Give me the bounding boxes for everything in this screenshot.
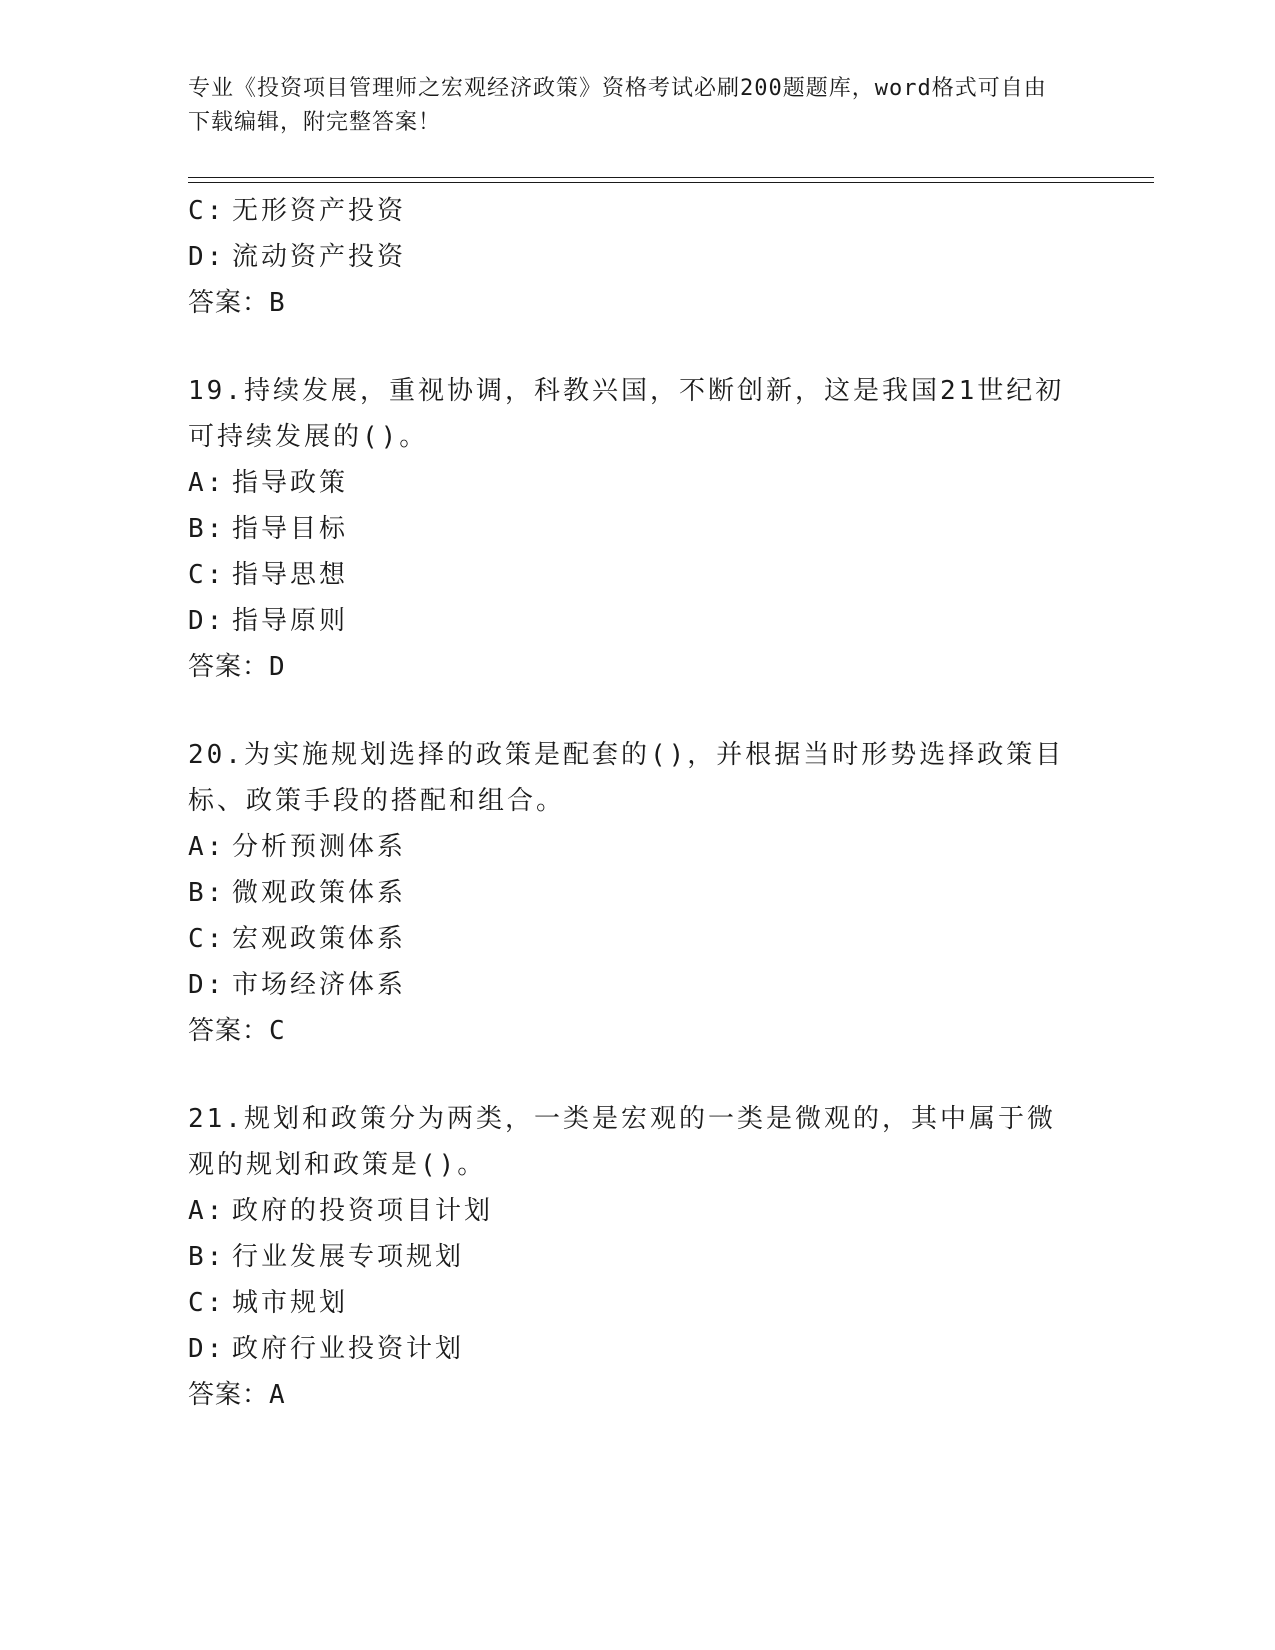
option-b: B: 指导目标	[188, 514, 349, 544]
option-b: B: 微观政策体系	[188, 878, 407, 908]
option-d: D: 指导原则	[188, 606, 349, 636]
question-text: 21.规划和政策分为两类，一类是宏观的一类是微观的，其中属于微观的规划和政策是()。	[188, 1104, 1056, 1180]
answer-line: 答案：B	[188, 288, 286, 318]
carryover-block	[188, 188, 1088, 326]
option-a: A: 分析预测体系	[188, 832, 407, 862]
option-a: A: 政府的投资项目计划	[188, 1196, 494, 1226]
option-c: C: 城市规划	[188, 1288, 349, 1318]
option-c: C: 指导思想	[188, 560, 349, 590]
option-a: A: 指导政策	[188, 468, 349, 498]
answer-line: 答案：D	[188, 652, 286, 682]
header-divider-bottom	[188, 182, 1154, 183]
page-header: 专业《投资项目管理师之宏观经济政策》资格考试必刷200题题库，word格式可自由下载编辑，附完整答案！	[188, 76, 1047, 135]
question-text: 19.持续发展，重视协调，科教兴国，不断创新，这是我国21世纪初可持续发展的()。	[188, 376, 1065, 452]
option-d: D: 政府行业投资计划	[188, 1334, 465, 1364]
option-c: C: 无形资产投资	[188, 196, 407, 226]
question-21	[188, 1096, 1088, 1418]
option-b: B: 行业发展专项规划	[188, 1242, 465, 1272]
answer-line: 答案：A	[188, 1380, 286, 1410]
answer-line: 答案：C	[188, 1016, 286, 1046]
question-list	[188, 188, 1088, 1460]
option-c: C: 宏观政策体系	[188, 924, 407, 954]
header-divider-top	[188, 177, 1154, 178]
question-20	[188, 732, 1088, 1054]
option-d: D: 流动资产投资	[188, 242, 407, 272]
option-d: D: 市场经济体系	[188, 970, 407, 1000]
question-19	[188, 368, 1088, 690]
question-text: 20.为实施规划选择的政策是配套的()，并根据当时形势选择政策目标、政策手段的搭配和组合。	[188, 740, 1065, 816]
